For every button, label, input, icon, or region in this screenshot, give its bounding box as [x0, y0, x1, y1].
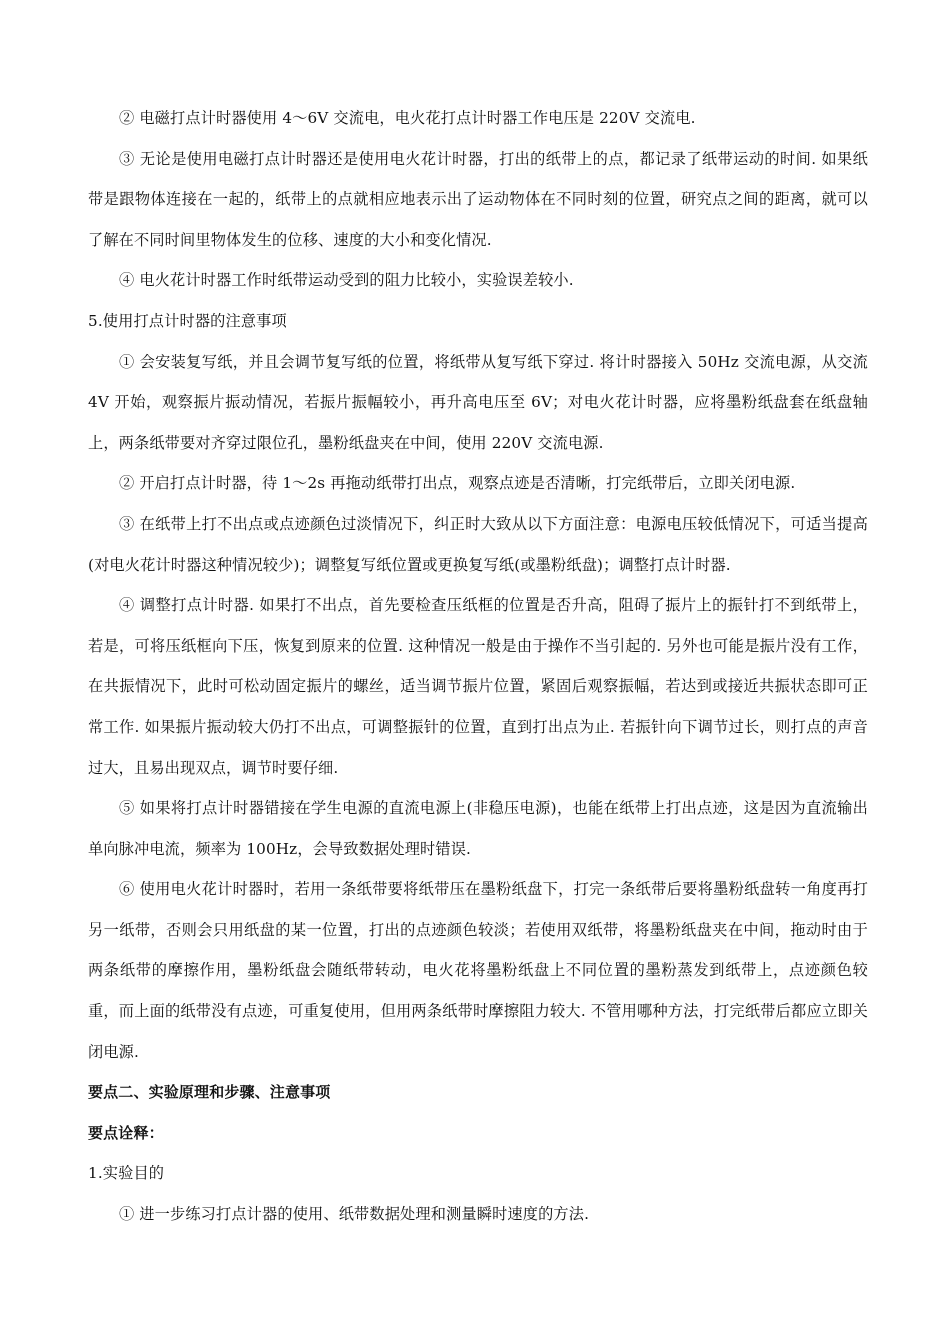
paragraph-install-carbon-paper: ① 会安装复写纸，并且会调节复写纸的位置，将纸带从复写纸下穿过. 将计时器接入 50Hz 交流电源，从交流 4V 开始，观察振片振动情况，若振片振幅较小，再升高电压至 6V；对电火花计时器，应将墨粉纸盘套在纸盘轴上，两条纸带要对齐穿过限位孔，墨粉纸盘夹在中间，使用 220V 交流电源.: [88, 352, 868, 452]
paragraph-experiment-goal: ① 进一步练习打点计器的使用、纸带数据处理和测量瞬时速度的方法.: [119, 1205, 590, 1224]
section-title-experiment-purpose: 1.实验目的: [88, 1164, 165, 1183]
heading-key-point-notes: 要点诠释：: [88, 1123, 164, 1142]
paragraph-supply-voltage: ② 电磁打点计时器使用 4～6V 交流电，电火花打点计时器工作电压是 220V 交流电.: [119, 109, 696, 127]
paragraph-spark-timer-usage: ⑥ 使用电火花计时器时，若用一条纸带要将纸带压在墨粉纸盘下，打完一条纸带后要将墨粉纸盘转一角度再打另一纸带，否则会只用纸盘的某一位置，打出的点迹颜色较淡；若使用双纸带，将墨粉纸盘夹在中间，拖动时由于两条纸带的摩擦作用，墨粉纸盘会随纸带转动，电火花将墨粉纸盘上不同位置的墨粉蒸发到纸带上，点迹颜色较重，而上面的纸带没有点迹，可重复使用，但用两条纸带时摩擦阻力较大. 不管用哪种方法，打完纸带后都应立即关闭电源.: [88, 880, 868, 1061]
paragraph-dc-supply-error: ⑤ 如果将打点计时器错接在学生电源的直流电源上(非稳压电源)，也能在纸带上打出点迹，这是因为直流输出单向脉冲电流，频率为 100Hz，会导致数据处理时错误.: [88, 799, 868, 858]
paragraph-faint-dots: ③ 在纸带上打不出点或点迹颜色过淡情况下，纠正时大致从以下方面注意：电源电压较低情况下，可适当提高(对电火花计时器这种情况较少)；调整复写纸位置或更换复写纸(或墨粉纸盘)；调整打点计时器.: [88, 514, 868, 574]
paragraph-tape-dots-meaning: ③ 无论是使用电磁打点计时器还是使用电火花计时器，打出的纸带上的点，都记录了纸带运动的时间. 如果纸带是跟物体连接在一起的，纸带上的点就相应地表示出了运动物体在不同时刻的位置，研究点之间的距离，就可以了解在不同时间里物体发生的位移、速度的大小和变化情况.: [88, 149, 868, 249]
paragraph-start-timer: ② 开启打点计时器，待 1～2s 再拖动纸带打出点，观察点迹是否清晰，打完纸带后，立即关闭电源.: [119, 474, 796, 493]
paragraph-spark-timer-resistance: ④ 电火花计时器工作时纸带运动受到的阻力比较小，实验误差较小.: [119, 271, 574, 290]
section-title-precautions: 5.使用打点计时器的注意事项: [88, 311, 287, 330]
heading-key-point-two: 要点二、实验原理和步骤、注意事项: [88, 1083, 331, 1102]
document-body: [88, 98, 868, 1235]
paragraph-adjust-timer: ④ 调整打点计时器. 如果打不出点，首先要检查压纸框的位置是否升高，阻碍了振片上的振针打不到纸带上，若是，可将压纸框向下压，恢复到原来的位置. 这种情况一般是由于操作不当引起的. 另外也可能是振片没有工作，在共振情况下，此时可松动固定振片的螺丝，适当调节振片位置，紧固后观察振幅，若达到或接近共振状态即可正常工作. 如果振片振动较大仍打不出点，可调整振针的位置，直到打出点为止. 若振针向下调节过长，则打点的声音过大，且易出现双点，调节时要仔细.: [88, 596, 868, 777]
